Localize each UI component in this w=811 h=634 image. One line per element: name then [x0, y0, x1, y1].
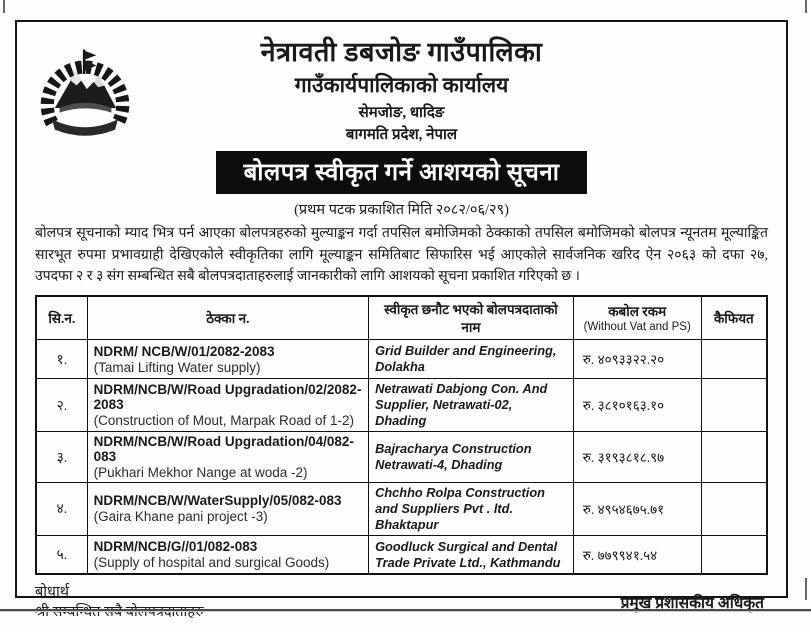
- contract-number: NDRM/NCB/W/Road Upgradation/04/082-083: [93, 434, 354, 465]
- serial-number-cell: २.: [36, 379, 87, 432]
- table-header-row: [36, 296, 767, 340]
- col-contract-number: ठेक्का न.: [87, 296, 368, 340]
- contract-cell: [87, 340, 368, 379]
- table-row: [36, 432, 767, 483]
- emblem-graphic: [33, 42, 137, 140]
- remarks-cell: [701, 535, 767, 574]
- cc-block: [35, 583, 204, 622]
- col-quoted-amount: [573, 296, 701, 340]
- notice-border-box: [15, 20, 788, 621]
- contract-number: NDRM/NCB/W/Road Upgradation/02/2082-2083: [93, 382, 362, 413]
- letterhead: [35, 32, 768, 144]
- contract-description: (Tamai Lifting Water supply): [93, 359, 261, 375]
- serial-number-cell: १.: [36, 340, 87, 379]
- table-row: [36, 535, 767, 574]
- scan-edge-mark: [805, 0, 807, 13]
- bidder-name-cell: Bajracharya Construction Netrawati-4, Dhading: [369, 432, 574, 483]
- publication-date-line: (प्रथम पटक प्रकाशित मिति २०८२/०६/२९): [294, 202, 509, 218]
- province-line: बागमति प्रदेश, नेपाल: [345, 127, 458, 143]
- table-row: [36, 340, 767, 379]
- notice-body-paragraph: बोलपत्र सूचनाको म्याद भित्र पर्न आएका बोलपत्रहरुको मुल्याङ्कन गर्दा तपसिल बमोजिमको ठेक्काको तपसिल बमोजिमको बोलपत्र न्यूनतम मूल्याङ्कित सारभूत रुपमा प्रभावग्राही देखिएकोले स्वीकृतिका लागि मूल्याङ्कन समितिबाट सिफारिस भई आएकोले सार्वजनिक खरिद ऐन २०६३ को दफा २७, उपदफा २ र ३ संग सम्बन्धित सबै बोलपत्रदाताहरुलाई जानकारीको लागि आशयको सूचना प्रकाशित गरिएको छ ।: [35, 226, 768, 285]
- col-remarks: कैफियत: [701, 296, 767, 340]
- quoted-amount-cell: रु. ३८१०१६३.१०: [573, 379, 701, 432]
- remarks-cell: [701, 379, 767, 432]
- signatory-title: प्रमुख प्रशासकीय अधिकृत: [620, 595, 764, 613]
- bidder-name-cell: Goodluck Surgical and Dental Trade Private Ltd., Kathmandu: [369, 535, 574, 574]
- contract-description: (Gaira Khane pani project -3): [93, 509, 268, 525]
- col-serial-number: सि.न.: [36, 296, 87, 340]
- quoted-amount-cell: रु. ४०९३३२२.२०: [573, 340, 701, 379]
- bidder-name-cell: Chchho Rolpa Construction and Suppliers Pvt . ltd. Bhaktapur: [369, 483, 574, 536]
- scan-edge-mark: [3, 0, 5, 13]
- contract-number: NDRM/NCB/W/WaterSupply/05/082-083: [93, 493, 342, 509]
- table-header: [36, 296, 767, 340]
- remarks-cell: [701, 432, 767, 483]
- notice-footer: [35, 583, 768, 622]
- cc-recipients: श्री सम्बन्धित सबै बोलपत्रदाताहरु: [35, 604, 204, 621]
- bid-results-table: [35, 295, 768, 575]
- page-bottom-divider: [0, 609, 811, 612]
- table-row: [36, 483, 767, 536]
- contract-cell: [87, 483, 368, 536]
- municipality-emblem-logo: [33, 42, 137, 140]
- contract-description: (Construction of Mout, Marpak Road of 1-2): [93, 413, 355, 429]
- notice-title-banner: बोलपत्र स्वीकृत गर्ने आशयको सूचना: [216, 151, 588, 194]
- contract-description: (Pukhari Mekhor Nange at woda -2): [93, 465, 308, 481]
- table-body: [36, 340, 767, 575]
- serial-number-cell: ३.: [36, 432, 87, 483]
- amount-header-title: कबोल रकम: [608, 303, 667, 319]
- amount-header-subtitle: (Without Vat and PS): [583, 320, 691, 333]
- quoted-amount-cell: रु. ४९५४६७५.७१: [573, 483, 701, 536]
- quoted-amount-cell: रु. ७७९९४१.५४: [573, 535, 701, 574]
- office-name: गाउँकार्यपालिकाको कार्यालय: [294, 73, 509, 97]
- remarks-cell: [701, 483, 767, 536]
- scan-edge-mark: [805, 578, 807, 600]
- municipality-name: नेत्रावती डबजोङ गाउँपालिका: [260, 37, 543, 67]
- remarks-cell: [701, 340, 767, 379]
- contract-cell: [87, 535, 368, 574]
- contract-number: NDRM/NCB/G//01/082-083: [93, 539, 258, 555]
- contract-description: (Supply of hospital and surgical Goods): [93, 555, 330, 571]
- contract-number: NDRM/ NCB/W/01/2082-2083: [93, 343, 275, 359]
- contract-cell: [87, 432, 368, 483]
- office-location: सेमजोङ, धादिङ: [358, 105, 445, 121]
- bidder-name-cell: Grid Builder and Engineering, Dolakha: [369, 340, 574, 379]
- table-row: [36, 379, 767, 432]
- cc-label: बोधार्थ: [35, 584, 69, 601]
- quoted-amount-cell: रु. ३१९३८१८.९७: [573, 432, 701, 483]
- contract-cell: [87, 379, 368, 432]
- serial-number-cell: ५.: [36, 535, 87, 574]
- bidder-name-cell: Netrawati Dabjong Con. And Supplier, Netrawati-02, Dhading: [369, 379, 574, 432]
- col-selected-bidder: स्वीकृत छनौट भएको बोलपत्रदाताको नाम: [369, 296, 574, 340]
- serial-number-cell: ४.: [36, 483, 87, 536]
